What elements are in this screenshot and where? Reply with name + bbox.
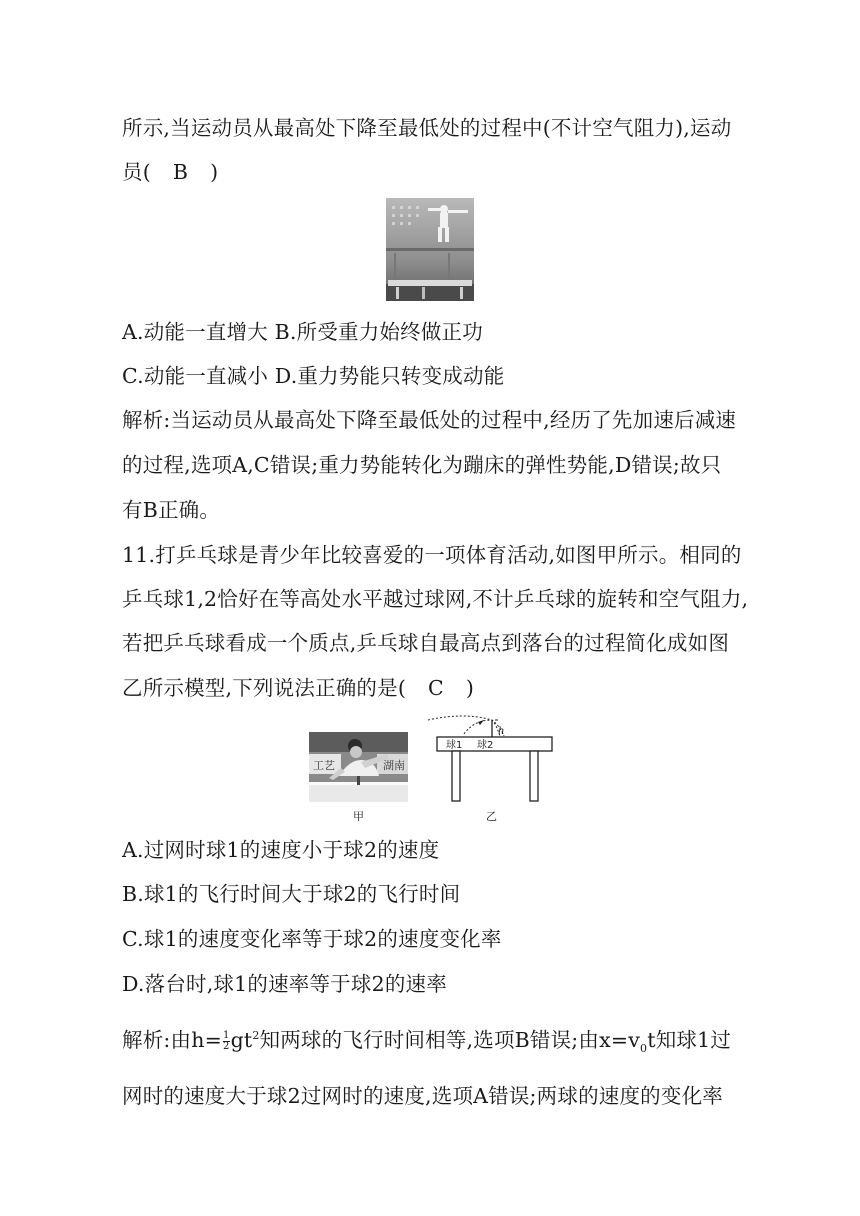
superscript-2: 2: [252, 1029, 260, 1043]
q10-options-line-1: A.动能一直增大 B.所受重力始终做正功: [122, 320, 483, 344]
q11-option-c: C.球1的速度变化率等于球2的速度变化率: [122, 927, 502, 951]
q10-analysis-line-3: 有B正确。: [122, 498, 221, 522]
banner-right-text: 湖南: [383, 759, 405, 772]
trampoline-photo-graphic: [386, 198, 474, 301]
figure-caption-yi: 乙: [486, 810, 497, 823]
q11-analysis-line-2: 网时的速度大于球2过网时的速度,选项A错误;两球的速度的变化率: [122, 1084, 723, 1108]
q10-analysis-line-1: 解析:当运动员从最高处下降至最低处的过程中,经历了先加速后减速: [122, 408, 737, 432]
q10-stem-line-2: [122, 158, 218, 186]
q11-stem-line-4: [122, 674, 474, 702]
figure-caption-jia: 甲: [353, 810, 364, 823]
q11-stem-prefix: 乙所示模型,下列说法正确的是(: [122, 676, 407, 700]
q11-stem-line-2: 乒乓球1,2恰好在等高处水平越过球网,不计乒乓球的旋转和空气阻力,: [122, 587, 749, 611]
trampoline-photo: [386, 198, 474, 301]
banner-left-text: 工艺: [313, 759, 335, 772]
q11-analysis-line-1: [122, 1026, 731, 1054]
label-ball-2: 球2: [477, 740, 494, 751]
table-tennis-photo-graphic: [309, 732, 408, 802]
fraction-numerator: 1: [223, 1030, 230, 1041]
q11-stem-line-1: 11.打乒乓球是青少年比较喜爱的一项体育活动,如图甲所示。相同的: [122, 543, 742, 567]
q11-analysis-part-c: 知两球的飞行时间相等,选项B错误;由x=v: [259, 1028, 641, 1052]
table-tennis-photo: [309, 732, 408, 802]
subscript-0: 0: [640, 1042, 648, 1056]
q11-analysis-part-a: 解析:由h=: [122, 1028, 222, 1052]
q11-paren-close: ): [465, 676, 475, 700]
q10-paren-open: 员(: [122, 160, 151, 184]
table-model-diagram: [424, 714, 556, 806]
q11-option-a: A.过网时球1的速度小于球2的速度: [122, 838, 440, 862]
q10-paren-close: ): [210, 160, 219, 184]
q11-stem-line-3: 若把乒乓球看成一个质点,乒乓球自最高点到落台的过程简化成如图: [122, 631, 730, 655]
q10-answer: B: [172, 160, 189, 184]
q10-stem-line-1: 所示,当运动员从最高处下降至最低处的过程中(不计空气阻力),运动: [122, 116, 732, 140]
q11-answer: C: [428, 676, 444, 700]
q10-analysis-line-2: 的过程,选项A,C错误;重力势能转化为蹦床的弹性势能,D错误;故只: [122, 453, 722, 477]
q11-analysis-part-d: t知球1过: [647, 1028, 732, 1052]
q10-options-line-2: C.动能一直减小 D.重力势能只转变成动能: [122, 364, 505, 388]
fraction-denominator: 2: [223, 1041, 230, 1052]
one-half-fraction: [223, 1031, 230, 1052]
q11-analysis-part-b: gt: [230, 1028, 253, 1052]
label-h: h: [498, 726, 505, 737]
table-model-graphic: [424, 714, 556, 806]
q11-option-d: D.落台时,球1的速率等于球2的速率: [122, 972, 447, 996]
label-ball-1: 球1: [446, 740, 463, 751]
q11-option-b: B.球1的飞行时间大于球2的飞行时间: [122, 882, 461, 906]
